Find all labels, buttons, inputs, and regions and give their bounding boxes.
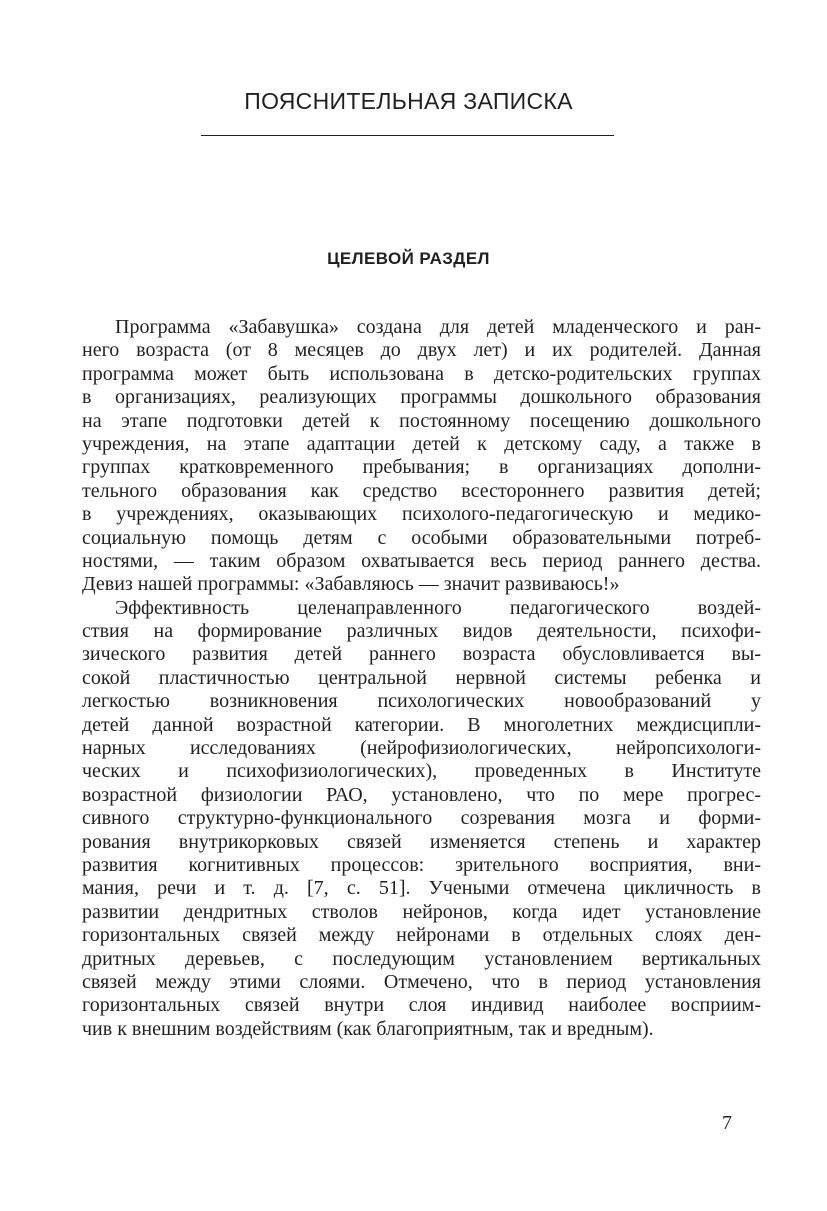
text-line: нарных исследованиях (нейрофизиологических, нейропсихологи- [82, 737, 761, 760]
text-line: развитии дендритных стволов нейронов, когда идет установление [82, 900, 761, 923]
text-line: Девиз нашей программы: «Забавляюсь — значит развиваюсь!» [82, 573, 620, 596]
text-line: возрастной физиологии РАО, установлено, что по мере прогрес- [82, 783, 761, 806]
text-line: горизонтальных связей между нейронами в отдельных слоях ден- [82, 924, 761, 947]
text-line: дритных деревьев, с последующим установлением вертикальных [82, 947, 761, 970]
text-line: рования внутрикорковых связей изменяется степень и характер [82, 830, 761, 853]
text-line: чив к внешним воздействиям (как благоприятным, так и вредным). [82, 1017, 654, 1040]
text-line: него возраста (от 8 месяцев до двух лет) и их родителей. Данная [82, 339, 761, 362]
page-heading: ПОЯСНИТЕЛЬНАЯ ЗАПИСКА [244, 88, 573, 114]
text-line: ствия на формирование различных видов деятельности, психофи- [82, 620, 761, 643]
text-line: социальную помощь детям с особыми образовательными потреб- [82, 526, 761, 549]
text-line: зического развития детей раннего возраста обусловливается вы- [82, 643, 761, 666]
text-line: тельного образования как средство всестороннего развития детей; [82, 479, 761, 502]
paragraph [82, 597, 761, 1041]
page-number: 7 [722, 1112, 732, 1134]
text-line: связей между этими слоями. Отмечено, что в период установления [82, 970, 761, 993]
text-line: горизонтальных связей внутри слоя индивид наиболее восприим- [82, 994, 761, 1017]
heading-rule [201, 135, 614, 136]
text-line: группах кратковременного пребывания; в организациях дополни- [82, 456, 761, 479]
text-line: сокой пластичностью центральной нервной системы ребенка и [82, 666, 761, 689]
text-line: в организациях, реализующих программы дошкольного образования [82, 386, 761, 409]
text-line: сивного структурно-функционального созревания мозга и форми- [82, 807, 761, 830]
text-line: ческих и психофизиологических), проведенных в Институте [82, 760, 761, 783]
text-line: Программа «Забавушка» создана для детей младенческого и ран- [115, 316, 761, 338]
section-title: ЦЕЛЕВОЙ РАЗДЕЛ [327, 249, 490, 268]
text-line: детей данной возрастной категории. В многолетних междисципли- [82, 713, 761, 736]
body-text [82, 316, 761, 1041]
text-line: ностями, — таким образом охватывается весь период раннего дества. [82, 549, 761, 572]
text-line: мания, речи и т. д. [7, с. 51]. Учеными отмечена цикличность в [82, 877, 761, 900]
text-line: развития когнитивных процессов: зрительного восприятия, вни- [82, 853, 761, 876]
text-line: в учреждениях, оказывающих психолого-педагогическую и медико- [82, 503, 761, 526]
text-line: легкостью возникновения психологических новообразований у [82, 690, 761, 713]
text-line: программа может быть использована в детско-родительских группах [82, 362, 761, 385]
paragraph [82, 316, 761, 597]
text-line: учреждения, на этапе адаптации детей к детскому саду, а также в [82, 432, 761, 455]
text-line: на этапе подготовки детей к постоянному посещению дошкольного [82, 409, 761, 432]
text-line: Эффективность целенаправленного педагогического воздей- [115, 596, 761, 619]
